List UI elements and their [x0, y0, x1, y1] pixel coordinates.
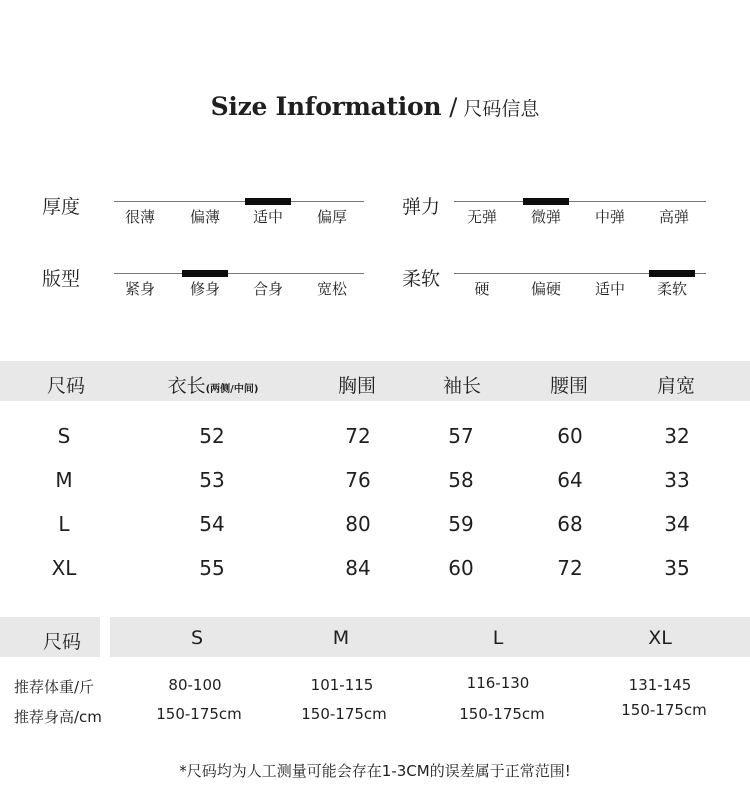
table-cell: 52: [199, 424, 225, 448]
attribute-thickness: [42, 192, 372, 242]
table-cell: 35: [664, 556, 690, 580]
scale-option: 柔软: [656, 280, 688, 298]
scale-marker: [245, 198, 291, 205]
table-cell: 72: [557, 556, 583, 580]
table-cell: 76: [345, 468, 371, 492]
scale-option: 偏硬: [530, 280, 562, 298]
scale-option: 很薄: [124, 208, 156, 226]
scale-line: [114, 273, 364, 274]
header-shoulder: 肩宽: [656, 375, 696, 397]
scale-option: 中弹: [594, 208, 626, 226]
attribute-name: 柔软: [402, 268, 441, 290]
table-cell: 72: [345, 424, 371, 448]
header-length-label: 衣长: [167, 375, 206, 397]
recommend-weight: 131-145: [628, 676, 692, 694]
recommend-size: L: [492, 627, 504, 649]
scale-marker: [649, 270, 695, 277]
table-cell: 53: [199, 468, 225, 492]
table-cell: 80: [345, 512, 371, 536]
title-separator: /: [449, 93, 458, 121]
scale-option: 偏薄: [189, 208, 221, 226]
recommend-height: 150-175cm: [459, 705, 545, 723]
table-cell: S: [57, 424, 71, 448]
table-cell: 84: [345, 556, 371, 580]
table-cell: 57: [448, 424, 474, 448]
page-title: [0, 92, 750, 121]
recommend-weight: 116-130: [466, 674, 530, 692]
recommend-height-label: 推荐身高/cm: [14, 708, 102, 726]
table-cell: XL: [51, 556, 77, 580]
scale-option: 微弹: [530, 208, 562, 226]
recommend-height: 150-175cm: [621, 701, 707, 719]
header-length-note: (两侧/中间): [205, 384, 259, 395]
title-chinese: 尺码信息: [463, 98, 540, 120]
recommend-header-sizes-band: [110, 617, 750, 657]
table-cell: 33: [664, 468, 690, 492]
recommend-size: S: [190, 627, 204, 649]
table-cell: 59: [448, 512, 474, 536]
attribute-softness: [402, 264, 732, 314]
scale-marker: [182, 270, 228, 277]
table-cell: 55: [199, 556, 225, 580]
recommend-weight-label: 推荐体重/斤: [14, 678, 95, 696]
header-chest: 胸围: [337, 375, 377, 397]
recommend-header-label-band: [0, 617, 100, 657]
table-cell: 34: [664, 512, 690, 536]
table-cell: M: [55, 468, 73, 492]
header-length: [168, 371, 259, 398]
header-sleeve: 袖长: [442, 375, 482, 397]
attribute-name: 厚度: [42, 196, 81, 218]
scale-option: 无弹: [466, 208, 498, 226]
title-english: Size Information: [210, 92, 442, 121]
scale-option: 偏厚: [316, 208, 348, 226]
scale-option: 合身: [252, 280, 284, 298]
table-cell: 60: [557, 424, 583, 448]
attribute-fit: [42, 264, 372, 314]
recommend-size: M: [332, 627, 350, 649]
table-cell: 58: [448, 468, 474, 492]
size-table-header: [0, 361, 750, 401]
scale-line: [454, 201, 706, 202]
scale-option: 适中: [252, 208, 284, 226]
scale-option: 高弹: [658, 208, 690, 226]
recommend-header-label: 尺码: [42, 631, 82, 653]
scale-marker: [523, 198, 569, 205]
recommend-height: 150-175cm: [301, 705, 387, 723]
scale-option: 硬: [474, 280, 490, 298]
header-waist: 腰围: [549, 375, 589, 397]
scale-option: 适中: [594, 280, 626, 298]
attribute-elasticity: [402, 192, 732, 242]
scale-option: 宽松: [316, 280, 348, 298]
table-cell: 64: [557, 468, 583, 492]
recommend-weight: 101-115: [310, 676, 374, 694]
footnote: *尺码均为人工测量可能会存在1-3CM的误差属于正常范围!: [179, 762, 571, 780]
recommend-height: 150-175cm: [156, 705, 242, 723]
header-size: 尺码: [46, 375, 86, 397]
attribute-name: 弹力: [402, 196, 441, 218]
table-cell: 60: [448, 556, 474, 580]
table-cell: 54: [199, 512, 225, 536]
scale-line: [114, 201, 364, 202]
table-cell: 32: [664, 424, 690, 448]
recommend-weight: 80-100: [168, 676, 222, 694]
recommend-size: XL: [648, 627, 672, 649]
table-cell: 68: [557, 512, 583, 536]
scale-option: 修身: [189, 280, 221, 298]
attribute-name: 版型: [42, 268, 81, 290]
scale-option: 紧身: [124, 280, 156, 298]
table-cell: L: [58, 512, 70, 536]
